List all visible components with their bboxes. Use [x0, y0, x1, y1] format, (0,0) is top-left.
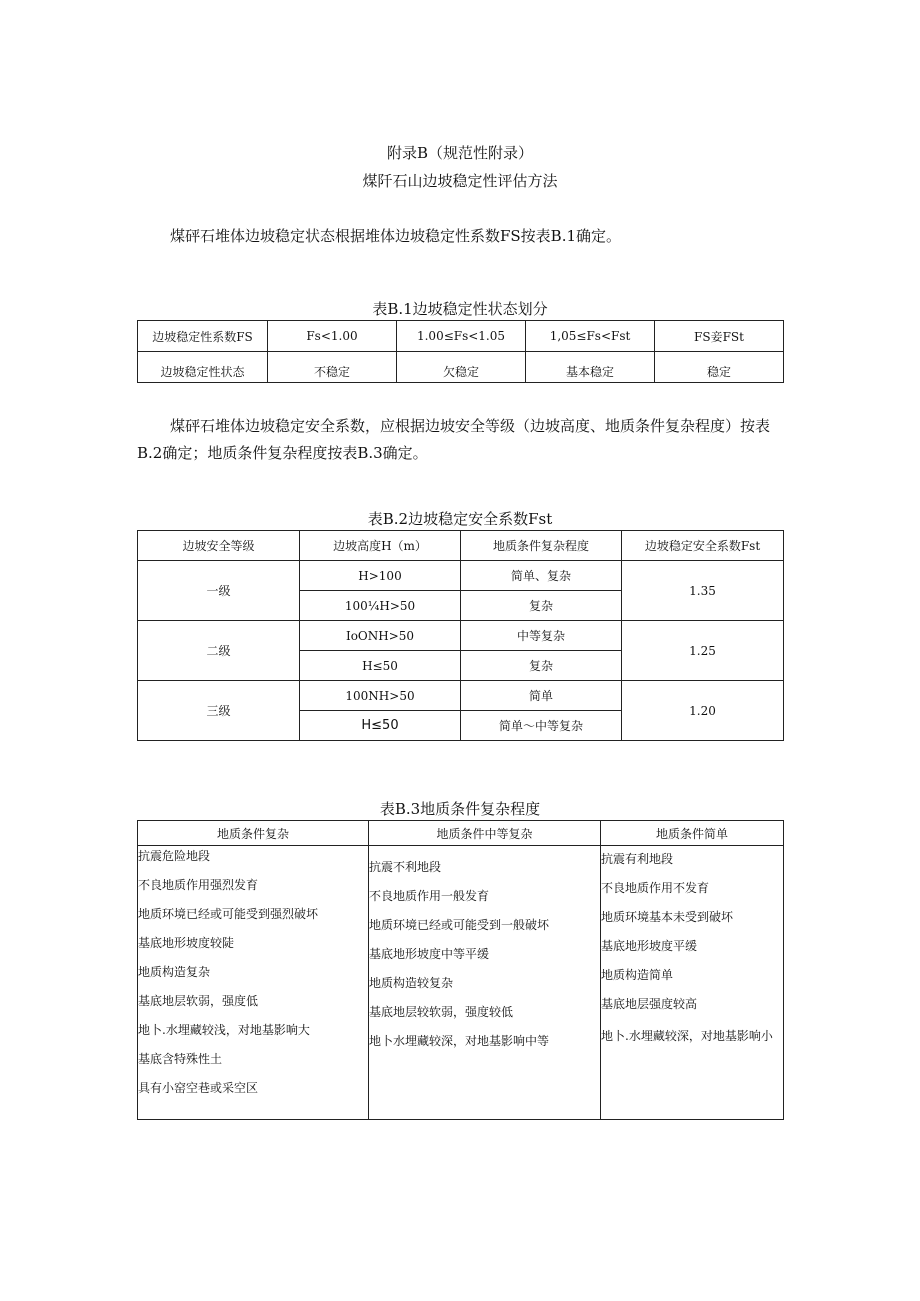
table-header-cell: 边坡稳定安全系数Fst	[622, 531, 784, 561]
list-item: 基底地层软弱，强度低	[138, 994, 259, 1008]
table-cell: 边坡稳定性状态	[138, 352, 268, 383]
complexity-cell: 简单～中等复杂	[461, 711, 622, 741]
appendix-subtitle: 煤阡石山边坡稳定性评估方法	[362, 172, 558, 190]
list-item: 地质环境已经或可能受到强烈破坏	[138, 907, 319, 921]
list-item: 地质构造简单	[601, 968, 674, 982]
table-row	[138, 681, 784, 711]
list-item: 不良地质作用强烈发育	[138, 878, 259, 892]
appendix-title: 附录B（规范性附录）	[386, 144, 534, 162]
height-cell: 100NH>50	[300, 681, 461, 711]
list-item: 不良地质作用不发育	[601, 881, 710, 895]
complex-conditions-cell	[138, 846, 369, 1120]
table-row	[138, 352, 784, 383]
list-item: 地卜.水埋藏较深，对地基影响小	[601, 1029, 773, 1043]
table-header-cell: 地质条件复杂	[138, 821, 369, 846]
list-item: 基底地形坡度平缓	[601, 939, 698, 953]
table-cell: 基本稳定	[526, 352, 655, 383]
fst-cell: 1.20	[622, 681, 784, 741]
intro-paragraph: 煤砰石堆体边坡稳定状态根据堆体边坡稳定性系数FS按表B.1确定。	[170, 227, 622, 245]
height-cell: IoONH>50	[300, 621, 461, 651]
complexity-cell: 复杂	[461, 651, 622, 681]
table-cell: 稳定	[655, 352, 784, 383]
table-header-cell: 地质条件中等复杂	[369, 821, 601, 846]
list-item: 具有小窑空巷或采空区	[138, 1081, 259, 1095]
table-cell: 欠稳定	[397, 352, 526, 383]
list-item: 基底含特殊性土	[138, 1052, 223, 1066]
list-item: 基底地形坡度中等平缓	[369, 947, 490, 961]
list-item: 基底地层强度较高	[601, 997, 698, 1011]
height-cell: H≤50	[300, 711, 461, 741]
list-item: 抗震不利地段	[369, 860, 442, 874]
list-item: 地卜水埋藏较深，对地基影响中等	[369, 1034, 550, 1048]
list-item: 地质环境基本未受到破坏	[601, 910, 734, 924]
table3-caption: 表B.3地质条件复杂程度	[379, 800, 541, 818]
height-cell: H>100	[300, 561, 461, 591]
table-cell: 1,05≤Fs<Fst	[526, 321, 655, 352]
complexity-cell: 复杂	[461, 591, 622, 621]
list-item: 基底地形坡度较陡	[138, 936, 235, 950]
list-item: 抗震有利地段	[601, 852, 674, 866]
height-cell: H≤50	[300, 651, 461, 681]
table-row	[138, 531, 784, 561]
list-item: 抗震危险地段	[138, 849, 211, 863]
table-row	[138, 621, 784, 651]
table-row	[138, 561, 784, 591]
table-cell: 1.00≤Fs<1.05	[397, 321, 526, 352]
fst-cell: 1.25	[622, 621, 784, 681]
table-row	[138, 321, 784, 352]
safety-level-cell: 二级	[138, 621, 300, 681]
table-cell: Fs<1.00	[268, 321, 397, 352]
table1-caption: 表B.1边坡稳定性状态划分	[372, 300, 548, 318]
paragraph-2-line-1: 煤砰石堆体边坡稳定安全系数，应根据边坡安全等级（边坡高度、地质条件复杂程度）按表	[170, 417, 771, 435]
simple-conditions-cell	[601, 846, 784, 1120]
table-b3	[137, 820, 784, 1120]
list-item: 不良地质作用一般发育	[369, 889, 490, 903]
table2-caption: 表B.2边坡稳定安全系数Fst	[367, 510, 553, 528]
table-header-cell: 边坡安全等级	[138, 531, 300, 561]
table-header-cell: 边坡高度H（m）	[300, 531, 461, 561]
complexity-cell: 简单、复杂	[461, 561, 622, 591]
medium-conditions-cell	[369, 846, 601, 1120]
list-item: 地卜.水埋藏较浅，对地基影响大	[138, 1023, 310, 1037]
fst-cell: 1.35	[622, 561, 784, 621]
safety-level-cell: 一级	[138, 561, 300, 621]
table-row	[138, 821, 784, 846]
table-row	[138, 846, 784, 1120]
height-cell: 100¼H>50	[300, 591, 461, 621]
table-header-cell: 地质条件复杂程度	[461, 531, 622, 561]
safety-level-cell: 三级	[138, 681, 300, 741]
list-item: 地质环境已经或可能受到一般破坏	[369, 918, 550, 932]
paragraph-2-line-2: B.2确定；地质条件复杂程度按表B.3确定。	[137, 444, 428, 462]
list-item: 地质构造复杂	[138, 965, 211, 979]
complexity-cell: 中等复杂	[461, 621, 622, 651]
list-item: 基底地层较软弱，强度较低	[369, 1005, 514, 1019]
complexity-cell: 简单	[461, 681, 622, 711]
list-item: 地质构造较复杂	[369, 976, 454, 990]
table-header-cell: 地质条件简单	[601, 821, 784, 846]
table-b1	[137, 320, 784, 383]
table-b2	[137, 530, 784, 741]
table-cell: 不稳定	[268, 352, 397, 383]
table-cell: FS妾FSt	[655, 321, 784, 352]
table-cell: 边坡稳定性系数FS	[138, 321, 268, 352]
